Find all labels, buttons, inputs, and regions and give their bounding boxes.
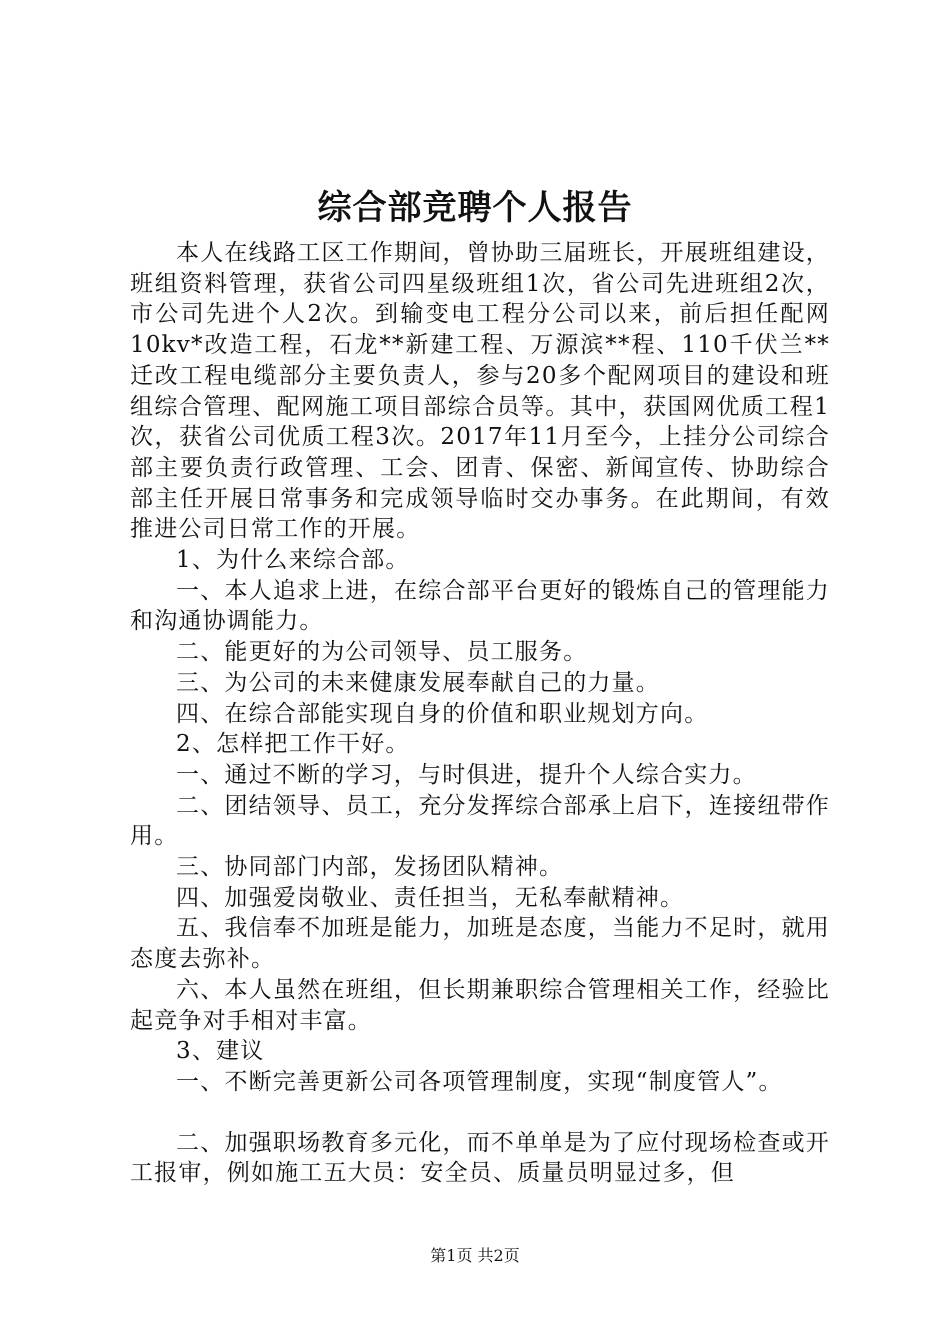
paragraph-intro: 本人在线路工区工作期间，曾协助三届班长，开展班组建设，班组资料管理，获省公司四星级班组1次，省公司先进班组2次，市公司先进个人2次。到输变电工程分公司以来，前后担任配网10kv*改造工程，石龙**新建工程、万源滨**程、110千伏兰**迁改工程电缆部分主要负责人，参与20多个配网项目的建设和班组综合管理、配网施工项目部综合员等。其中，获国网优质工程1次，获省公司优质工程3次。2017年11月至今，上挂分公司综合部主要负责行政管理、工会、团青、保密、新闻宣传、协助综合部主任开展日常事务和完成领导临时交办事务。在此期间，有效推进公司日常工作的开展。 [130, 240, 830, 543]
list-item: 一、本人追求上进，在综合部平台更好的锻炼自己的管理能力和沟通协调能力。 [130, 577, 830, 635]
list-item: 四、加强爱岗敬业、责任担当，无私奉献精神。 [176, 884, 685, 911]
section-heading-how: 2、怎样把工作干好。 [176, 731, 410, 758]
page-title: 综合部竞聘个人报告 [317, 188, 633, 228]
list-item: 一、不断完善更新公司各项管理制度，实现“制度管人”。 [176, 1068, 783, 1095]
list-item: 五、我信奉不加班是能力，加班是态度，当能力不足时，就用态度去弥补。 [130, 915, 830, 973]
list-item: 一、通过不断的学习，与时俱进，提升个人综合实力。 [176, 761, 757, 788]
list-item: 二、加强职场教育多元化，而不单单是为了应付现场检查或开工报审，例如施工五大员：安全员、质量员明显过多，但 [130, 1129, 830, 1187]
list-item: 二、能更好的为公司领导、员工服务。 [176, 639, 588, 666]
page-footer: 第1页 共2页 [430, 1246, 520, 1265]
list-item: 三、协同部门内部，发扬团队精神。 [176, 854, 564, 881]
list-item: 三、为公司的未来健康发展奉献自己的力量。 [176, 669, 660, 696]
section-heading-suggestions: 3、建议 [176, 1038, 265, 1065]
section-heading-why: 1、为什么来综合部。 [176, 547, 410, 574]
list-item: 四、在综合部能实现自身的价值和职业规划方向。 [176, 700, 709, 727]
list-item: 二、团结领导、员工，充分发挥综合部承上启下，连接纽带作用。 [130, 792, 830, 850]
document-body [130, 238, 830, 1189]
list-item: 六、本人虽然在班组，但长期兼职综合管理相关工作，经验比起竞争对手相对丰富。 [130, 976, 830, 1034]
